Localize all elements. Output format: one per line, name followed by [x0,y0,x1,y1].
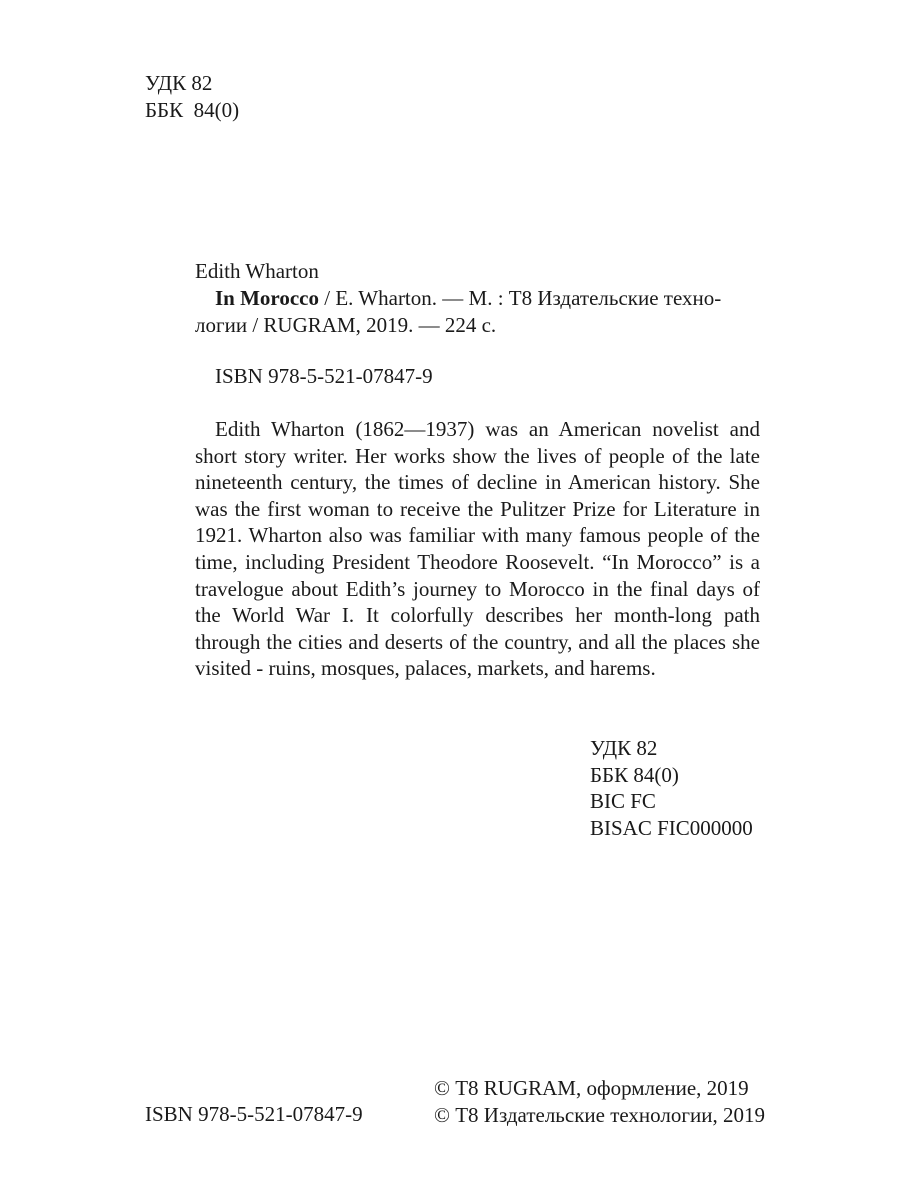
classification-bisac: BISAC FIC000000 [590,815,753,840]
classification-bbk: ББК 84(0) [590,762,679,787]
udk-code: УДК 82 [145,71,213,95]
copyright-publisher: © Т8 Издательские технологии, 2019 [434,1102,765,1127]
title-rest-line-2: логии / RUGRAM, 2019. — 224 с. [195,312,497,337]
classification-udk: УДК 82 [590,736,658,760]
top-classification-codes [145,70,239,124]
author-name: Edith Wharton [195,259,319,283]
classification-bic: BIC FC [590,789,656,813]
classification-codes [590,735,753,841]
isbn-footer: ISBN 978-5-521-07847-9 [145,1102,363,1126]
copyright-design: © Т8 RUGRAM, оформление, 2019 [434,1076,749,1100]
title-rest-line-1: / E. Wharton. — М. : Т8 Издательские техно- [319,286,722,310]
copyright-notices [434,1075,765,1128]
bibliographic-record [195,285,760,338]
book-description: Edith Wharton (1862—1937) was an American novelist and short story writer. Her works show the lives of people of the late nineteenth century, the times of decline in American history. She was the first woman to receive the Pulitzer Prize for Literature in 1921. Wharton also was familiar with many famous people of the time, including President Theodore Roosevelt. “In Morocco” is a travelogue about Edith’s journey to Morocco in the final days of the World War I. It colorfully describes her month-long path through the cities and deserts of the country, and all the places she visited - ruins, mosques, palaces, markets, and harems. [195,417,760,681]
isbn-record: ISBN 978-5-521-07847-9 [215,364,433,388]
book-title: In Morocco [215,286,320,310]
bbk-code: ББК 84(0) [145,98,240,122]
title-line-1 [195,285,760,312]
